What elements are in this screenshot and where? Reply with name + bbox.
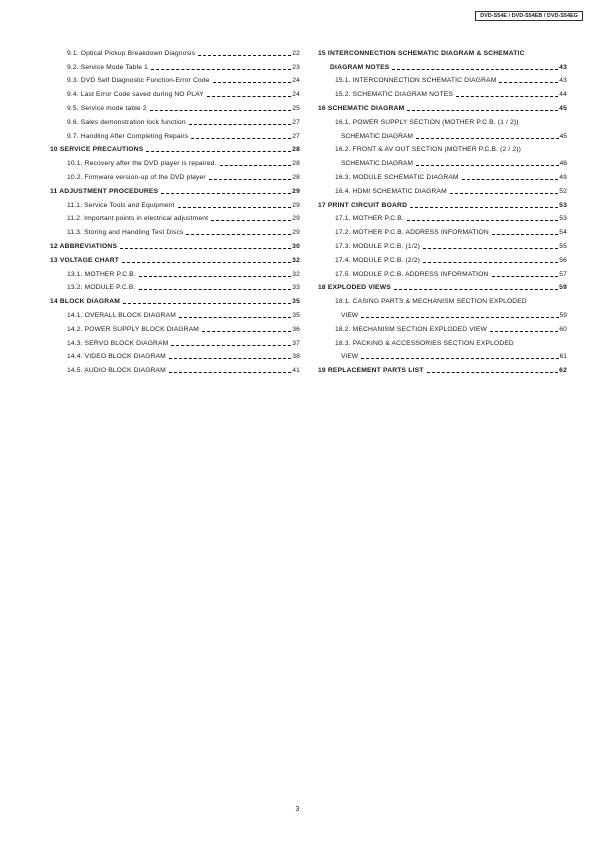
toc-entry-title: 19 REPLACEMENT PARTS LIST xyxy=(318,367,424,375)
toc-entry-title: DIAGRAM NOTES xyxy=(330,63,390,71)
toc-entry-page: 29 xyxy=(292,201,300,209)
toc-entry-page: 44 xyxy=(559,91,567,99)
toc-entry-page: 28 xyxy=(292,160,300,168)
dot-leader xyxy=(416,138,559,139)
toc-entry-page: 24 xyxy=(292,77,300,85)
toc-entry[interactable] xyxy=(318,306,567,320)
toc-entry[interactable] xyxy=(50,99,300,113)
toc-entry[interactable] xyxy=(318,168,567,182)
toc-entry-title: 14 BLOCK DIAGRAM xyxy=(50,298,121,306)
toc-entry[interactable] xyxy=(318,320,567,334)
toc-entry-page: 41 xyxy=(292,367,300,375)
dot-leader xyxy=(191,138,291,139)
toc-entry[interactable] xyxy=(318,182,567,196)
dot-leader xyxy=(407,110,558,111)
toc-entry-page: 62 xyxy=(559,367,567,375)
toc-entry-page: 30 xyxy=(292,242,300,250)
toc-entry[interactable] xyxy=(318,72,567,86)
dot-leader xyxy=(361,317,558,318)
toc-entry-title: 13.2. MODULE P.C.B. xyxy=(67,284,136,292)
dot-leader xyxy=(361,358,558,359)
page-number: 3 xyxy=(295,806,300,813)
toc-entry-page: 61 xyxy=(559,353,567,361)
toc-entry-page: 60 xyxy=(559,325,567,333)
dot-leader xyxy=(151,69,291,70)
dot-leader xyxy=(171,345,291,346)
toc-entry-title: SCHEMATIC DIAGRAM xyxy=(341,132,413,140)
toc-entry-title: 9.5. Service mode table 2 xyxy=(67,104,147,112)
toc-entry[interactable] xyxy=(50,334,300,348)
toc-entry-page: 29 xyxy=(292,187,300,195)
toc-entry-title: 14.4. VIDEO BLOCK DIAGRAM xyxy=(67,353,166,361)
toc-entry[interactable] xyxy=(50,279,300,293)
toc-entry-title: 11.3. Storing and Handling Test Discs xyxy=(67,229,184,237)
dot-leader xyxy=(416,165,559,166)
toc-entry-title: 17.3. MODULE P.C.B. (1/2) xyxy=(335,242,421,250)
toc-entry-title: 14.3. SERVO BLOCK DIAGRAM xyxy=(67,339,169,347)
dot-leader xyxy=(123,303,291,304)
toc-entry[interactable] xyxy=(50,223,300,237)
toc-entry-title: 18.3. PACKING & ACCESSORIES SECTION EXPLODED xyxy=(335,339,514,347)
toc-entry[interactable] xyxy=(50,361,300,375)
toc-entry[interactable] xyxy=(318,141,567,155)
dot-leader xyxy=(410,207,558,208)
toc-entry-title: 14.1. OVERALL BLOCK DIAGRAM xyxy=(67,311,176,319)
toc-entry[interactable] xyxy=(318,292,567,306)
toc-entry[interactable] xyxy=(318,58,567,72)
toc-entry-page: 56 xyxy=(559,256,567,264)
dot-leader xyxy=(392,69,558,70)
toc-entry-title: 10 SERVICE PRECAUTIONS xyxy=(50,146,144,154)
toc-entry-title: 10.2. Firmware version-up of the DVD player xyxy=(67,173,206,181)
dot-leader xyxy=(120,248,291,249)
dot-leader xyxy=(150,110,292,111)
toc-entry-title: 14.2. POWER SUPPLY BLOCK DIAGRAM xyxy=(67,325,200,333)
toc-entry-title: 18.2. MECHANISM SECTION EXPLODED VIEW xyxy=(335,325,487,333)
toc-entry[interactable] xyxy=(318,154,567,168)
toc-entry-title: 11.2. Important points in electrical adjustment xyxy=(67,215,209,223)
toc-entry[interactable] xyxy=(50,237,300,251)
dot-leader xyxy=(490,331,558,332)
toc-entry-title: 15.2. SCHEMATIC DIAGRAM NOTES xyxy=(335,91,453,99)
dot-leader xyxy=(456,96,558,97)
toc-entry[interactable] xyxy=(50,182,300,196)
toc-entry[interactable] xyxy=(50,196,300,210)
dot-leader xyxy=(492,234,558,235)
toc-entry-title: 11.1. Service Tools and Equipment xyxy=(67,201,175,209)
model-header: DVD-S54E / DVD-S54EB / DVD-S54EG xyxy=(475,11,583,21)
toc-entry[interactable] xyxy=(50,320,300,334)
dot-leader xyxy=(423,262,558,263)
toc-entry-title: 15 INTERCONNECTION SCHEMATIC DIAGRAM & SCHEMATIC xyxy=(318,49,525,57)
toc-entry[interactable] xyxy=(50,113,300,127)
toc-entry-page: 54 xyxy=(559,229,567,237)
toc-entry[interactable] xyxy=(318,251,567,265)
toc-entry[interactable] xyxy=(50,168,300,182)
toc-entry-title: 12 ABBREVIATIONS xyxy=(50,242,118,250)
toc-entry[interactable] xyxy=(318,210,567,224)
dot-leader xyxy=(169,358,291,359)
toc-entry-title: 17 PRINT CIRCUIT BOARD xyxy=(318,201,408,209)
toc-entry-page: 45 xyxy=(559,104,567,112)
toc-entry[interactable] xyxy=(318,361,567,375)
toc-entry-page: 28 xyxy=(292,146,300,154)
toc-entry-page: 22 xyxy=(292,49,300,57)
toc-entry[interactable] xyxy=(318,348,567,362)
toc-entry-title: 16.3. MODULE SCHEMATIC DIAGRAM xyxy=(335,173,459,181)
toc-entry-title: 9.1. Optical Pickup Breakdown Diagnosis xyxy=(67,49,196,57)
toc-entry-page: 45 xyxy=(559,132,567,140)
toc-entry-page: 35 xyxy=(292,298,300,306)
dot-leader xyxy=(139,276,291,277)
toc-entry-title: 9.6. Sales demonstration lock function xyxy=(67,118,186,126)
toc-entry-page: 49 xyxy=(559,173,567,181)
dot-leader xyxy=(492,276,559,277)
dot-leader xyxy=(394,289,558,290)
toc-entry-title: 15.1. INTERCONNECTION SCHEMATIC DIAGRAM xyxy=(335,77,497,85)
toc-entry-title: 9.4. Last Error Code saved during NO PLAY xyxy=(67,91,204,99)
toc-entry-title: 9.3. DVD Self Diagnostic Function-Error Code xyxy=(67,77,210,85)
dot-leader xyxy=(178,207,292,208)
toc-entry-title: 14.5. AUDIO BLOCK DIAGRAM xyxy=(67,367,166,375)
toc-entry-page: 53 xyxy=(559,201,567,209)
toc-entry[interactable] xyxy=(50,265,300,279)
dot-leader xyxy=(169,372,291,373)
toc-entry[interactable] xyxy=(50,251,300,265)
toc-left-column xyxy=(50,44,300,375)
toc-entry-page: 57 xyxy=(559,270,567,278)
toc-entry[interactable] xyxy=(50,58,300,72)
toc-entry-page: 32 xyxy=(292,270,300,278)
toc-entry-title: 16 SCHEMATIC DIAGRAM xyxy=(318,104,405,112)
toc-entry[interactable] xyxy=(318,85,567,99)
toc-entry[interactable] xyxy=(318,237,567,251)
toc-entry[interactable] xyxy=(50,141,300,155)
toc-entry[interactable] xyxy=(50,127,300,141)
dot-leader xyxy=(427,372,559,373)
dot-leader xyxy=(122,262,291,263)
toc-entry-page: 52 xyxy=(559,187,567,195)
dot-leader xyxy=(146,151,291,152)
toc-entry-page: 43 xyxy=(559,63,567,71)
dot-leader xyxy=(423,248,558,249)
dot-leader xyxy=(161,193,291,194)
dot-leader xyxy=(186,234,291,235)
toc-entry[interactable] xyxy=(318,127,567,141)
toc-entry[interactable] xyxy=(50,292,300,306)
toc-entry[interactable] xyxy=(318,279,567,293)
toc-entry[interactable] xyxy=(318,265,567,279)
toc-entry-page: 43 xyxy=(559,77,567,85)
toc-entry-title: 9.2. Service Mode Table 1 xyxy=(67,63,148,71)
toc-entry-title: 18 EXPLODED VIEWS xyxy=(318,284,391,292)
toc-entry[interactable] xyxy=(50,85,300,99)
toc-entry[interactable] xyxy=(318,334,567,348)
dot-leader xyxy=(213,82,292,83)
toc-entry-page: 37 xyxy=(292,339,300,347)
toc-entry-page: 55 xyxy=(559,242,567,250)
toc-entry-page: 29 xyxy=(292,215,300,223)
dot-leader xyxy=(207,96,291,97)
toc-entry[interactable] xyxy=(50,348,300,362)
toc-entry-page: 59 xyxy=(559,311,567,319)
toc-entry[interactable] xyxy=(318,196,567,210)
toc-entry-page: 27 xyxy=(292,132,300,140)
toc-entry-title: 17.4. MODULE P.C.B. (2/2) xyxy=(335,256,421,264)
toc-entry[interactable] xyxy=(50,154,300,168)
dot-leader xyxy=(189,124,292,125)
toc-entry-title: 16.1. POWER SUPPLY SECTION (MOTHER P.C.B. (1 / 2)) xyxy=(335,118,519,126)
toc-entry[interactable] xyxy=(318,99,567,113)
toc-entry-page: 33 xyxy=(292,284,300,292)
toc-entry-title: SCHEMATIC DIAGRAM xyxy=(341,160,413,168)
toc-right-column xyxy=(318,44,567,375)
toc-entry-page: 46 xyxy=(559,160,567,168)
dot-leader xyxy=(220,165,292,166)
toc-entry-page: 59 xyxy=(559,284,567,292)
dot-leader xyxy=(462,179,559,180)
toc-entry-page: 36 xyxy=(292,325,300,333)
dot-leader xyxy=(450,193,558,194)
toc-entry-page: 25 xyxy=(292,104,300,112)
dot-leader xyxy=(499,82,558,83)
toc-entry-title: 13.1. MOTHER P.C.B. xyxy=(67,270,136,278)
toc-entry[interactable] xyxy=(318,223,567,237)
toc-entry[interactable] xyxy=(318,44,567,58)
toc-entry[interactable] xyxy=(50,72,300,86)
toc-entry[interactable] xyxy=(50,306,300,320)
toc-entry-title: 9.7. Handling After Completing Repairs xyxy=(67,132,189,140)
toc-entry[interactable] xyxy=(318,113,567,127)
dot-leader xyxy=(139,289,292,290)
toc-entry-page: 29 xyxy=(292,229,300,237)
toc-entry-page: 24 xyxy=(292,91,300,99)
toc-entry-title: 17.1. MOTHER P.C.B. xyxy=(335,215,404,223)
toc-entry-title: 13 VOLTAGE CHART xyxy=(50,256,120,264)
toc-entry-page: 27 xyxy=(292,118,300,126)
toc-entry-page: 23 xyxy=(292,63,300,71)
toc-entry[interactable] xyxy=(50,44,300,58)
toc-entry[interactable] xyxy=(50,210,300,224)
toc-entry-title: VIEW xyxy=(341,311,359,319)
toc-entry-page: 38 xyxy=(292,353,300,361)
toc-entry-page: 32 xyxy=(292,256,300,264)
toc-entry-title: 17.5. MODULE P.C.B. ADDRESS INFORMATION xyxy=(335,270,489,278)
toc-entry-title: 10.1. Recovery after the DVD player is repaired. xyxy=(67,160,217,168)
toc-entry-title: VIEW xyxy=(341,353,359,361)
toc-entry-page: 53 xyxy=(559,215,567,223)
dot-leader xyxy=(211,220,291,221)
toc-entry-page: 35 xyxy=(292,311,300,319)
dot-leader xyxy=(407,220,558,221)
dot-leader xyxy=(198,55,291,56)
toc-entry-title: 18.1. CASING PARTS & MECHANISM SECTION EXPLODED xyxy=(335,298,527,306)
toc-entry-title: 11 ADJUSTMENT PROCEDURES xyxy=(50,187,159,195)
dot-leader xyxy=(179,317,291,318)
toc-entry-page: 28 xyxy=(292,173,300,181)
toc-entry-title: 16.4. HDMI SCHEMATIC DIAGRAM xyxy=(335,187,447,195)
dot-leader xyxy=(209,179,291,180)
toc-entry-title: 17.2. MOTHER P.C.B. ADDRESS INFORMATION xyxy=(335,229,489,237)
toc-entry-title: 16.2. FRONT & AV OUT SECTION (MOTHER P.C.B. (2 / 2)) xyxy=(335,146,522,154)
dot-leader xyxy=(202,331,291,332)
